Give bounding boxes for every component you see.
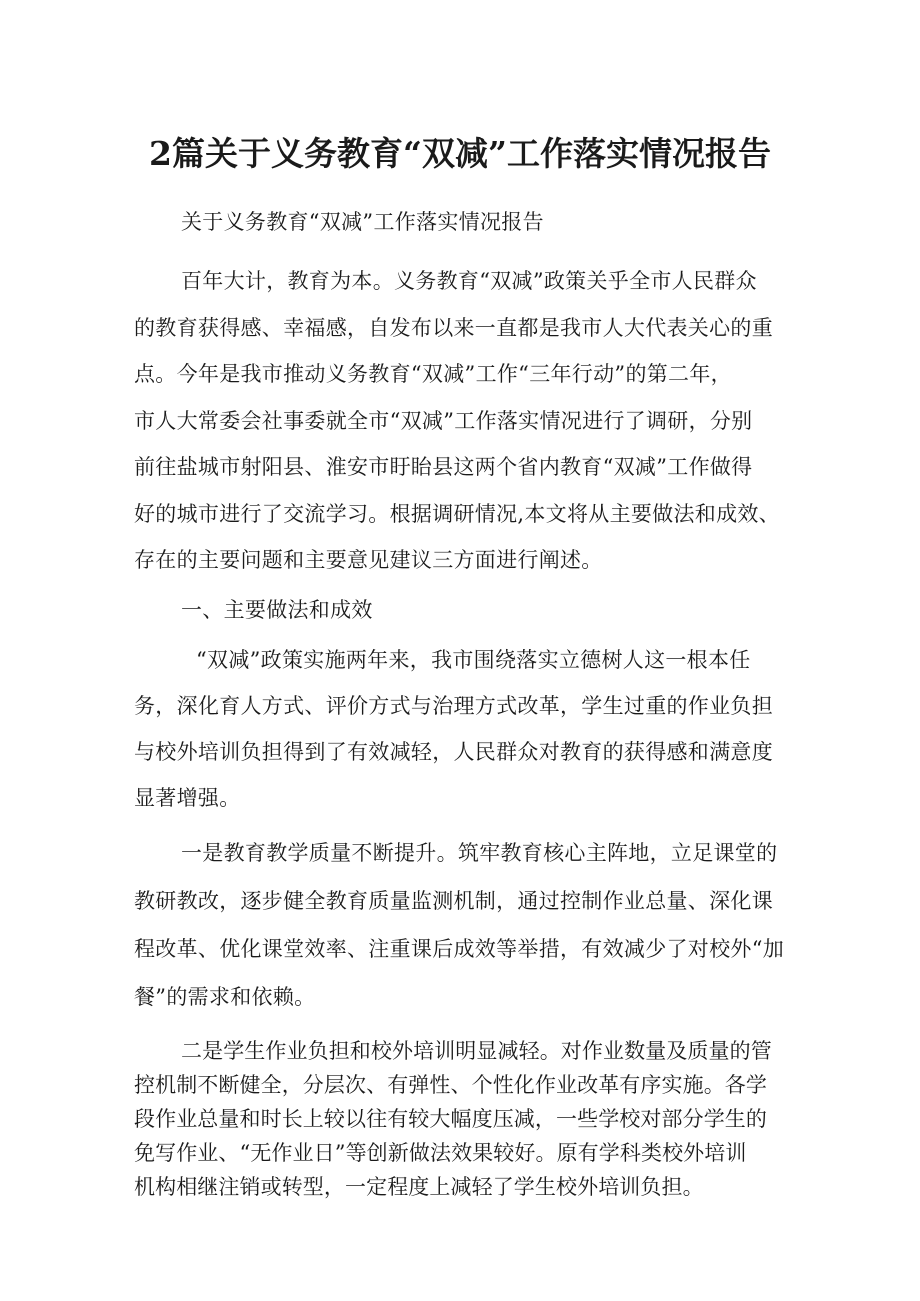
report-subtitle — [134, 206, 790, 238]
paragraph-line: 存在的主要问题和主要意见建议三方面进行阐述。 — [134, 548, 603, 572]
section1-paragraph — [134, 637, 790, 821]
paragraph-line: 段作业总量和时长上较以往有较大幅度压减，一些学校对部分学生的 — [134, 1107, 767, 1131]
paragraph-line: 控机制不断健全，分层次、有弹性、个性化作业改革有序实施。各学 — [134, 1073, 767, 1097]
paragraph-line: “双减”政策实施两年来，我市围绕落实立德树人这一根本任 — [196, 648, 751, 672]
paragraph-line: 一是教育教学质量不断提升。筑牢教育核心主阵地，立足课堂的 — [181, 841, 778, 865]
paragraph-line: 程改革、优化课堂效率、注重课后成效等举措，有效减少了对校外“加 — [134, 937, 785, 961]
paragraph-line: 显著增强。 — [134, 786, 241, 810]
paragraph-line: 餐”的需求和依赖。 — [134, 985, 316, 1009]
paragraph-line: 免写作业、“无作业日”等创新做法效果较好。原有学科类校外培训 — [134, 1141, 747, 1165]
paragraph-line: 的教育获得感、幸福感，自发布以来一直都是我市人大代表关心的重 — [134, 315, 773, 340]
paragraph-line: 教研教改，逐步健全教育质量监测机制，通过控制作业总量、深化课 — [134, 889, 773, 913]
paragraph-line: 机构相继注销或转型，一定程度上减轻了学生校外培训负担。 — [134, 1175, 704, 1199]
paragraph-line: 市人大常委会社事委就全市“双减”工作落实情况进行了调研，分别 — [134, 408, 753, 433]
paragraph-line: 点。今年是我市推动义务教育“双减”工作“三年行动”的第二年， — [134, 362, 732, 386]
point1-paragraph — [134, 829, 790, 1021]
paragraph-line: 百年大计，教育为本。义务教育“双减”政策关乎全市人民群众 — [181, 269, 757, 293]
subtitle-line: 关于义务教育“双减”工作落实情况报告 — [181, 210, 544, 234]
paragraph-line: 与校外培训负担得到了有效减轻，人民群众对教育的获得感和满意度 — [134, 740, 773, 764]
paragraph-line: 务，深化育人方式、评价方式与治理方式改革，学生过重的作业负担 — [134, 694, 773, 718]
document-title: 2篇关于义务教育“双减”工作落实情况报告 — [149, 134, 771, 174]
section-heading-text: 一、主要做法和成效 — [181, 598, 373, 622]
paragraph-line: 前往盐城市射阳县、淮安市盱眙县这两个省内教育“双减”工作做得 — [134, 455, 753, 479]
paragraph-line: 好的城市进行了交流学习。根据调研情况,本文将从主要做法和成效、 — [134, 501, 780, 526]
intro-paragraph — [134, 258, 790, 584]
paragraph-line: 二是学生作业负担和校外培训明显减轻。对作业数量及质量的管 — [181, 1039, 772, 1063]
section-heading — [134, 590, 790, 630]
point2-paragraph — [134, 1034, 790, 1204]
